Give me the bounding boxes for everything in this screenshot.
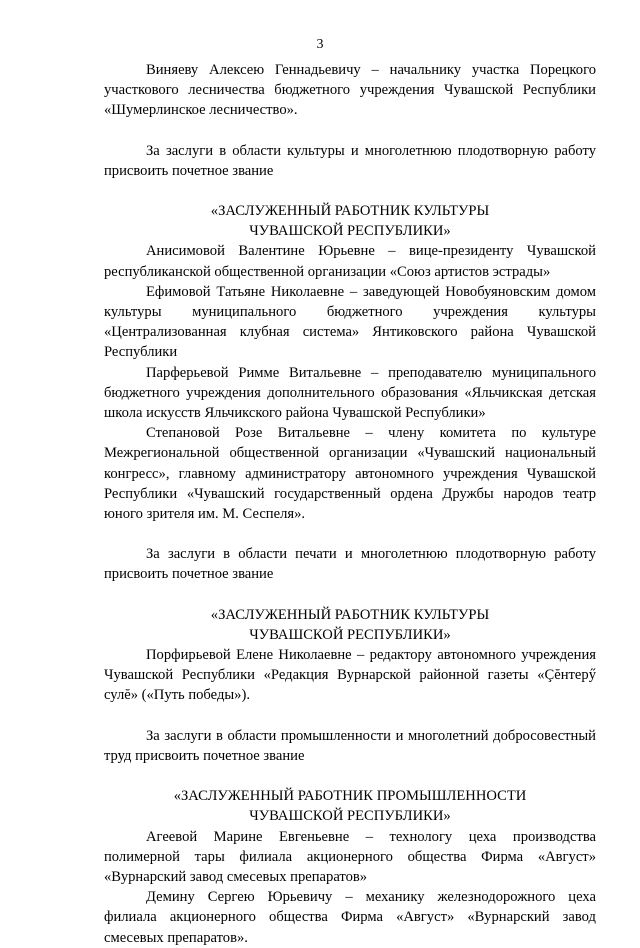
spacer [104,766,596,786]
honorary-title-line: ЧУВАШСКОЙ РЕСПУБЛИКИ» [249,626,451,643]
honorary-title-line: ЧУВАШСКОЙ РЕСПУБЛИКИ» [249,808,451,825]
award-recipient-paragraph: Парферьевой Римме Витальевне – преподавателю муниципального бюджетного учреждения дополнительного образования «Яльчикская детская школа искусств Яльчикского района Чувашской Республики» [104,364,596,422]
spacer [104,524,596,544]
award-intro-paragraph: За заслуги в области культуры и многолетнюю плодотворную работу присвоить почетное звание [104,142,596,179]
honorary-title-heading [104,201,596,241]
award-recipient-paragraph: Ефимовой Татьяне Николаевне – заведующей Новобуяновским домом культуры муниципального бюджетного учреждения культуры «Централизованная клубная система» Янтиковского района Чувашской Республики [104,283,596,361]
spacer [104,585,596,605]
honorary-title-line: «ЗАСЛУЖЕННЫЙ РАБОТНИК КУЛЬТУРЫ [210,203,490,220]
spacer [104,181,596,201]
award-intro-paragraph: За заслуги в области промышленности и многолетний добросовестный труд присвоить почетное звание [104,727,596,764]
award-recipient-paragraph: Виняеву Алексею Геннадьевичу – начальнику участка Порецкого участкового лесничества бюджетного учреждения Чувашской Республики «Шумерлинское лесничество». [104,62,596,119]
spacer [104,706,596,726]
award-recipient-paragraph: Анисимовой Валентине Юрьевне – вице-президенту Чувашской республиканской общественной организации «Союз артистов эстрады» [104,243,596,280]
spacer [104,121,596,141]
award-recipient-paragraph: Агеевой Марине Евгеньевне – технологу цеха производства полимерной тары филиала акционерного общества Фирма «Август» «Вурнарский завод смесевых препаратов» [104,828,596,885]
document-body [104,60,596,948]
honorary-title-heading [104,786,596,826]
honorary-title-heading [104,605,596,645]
award-recipient-paragraph: Демину Сергею Юрьевичу – механику железнодорожного цеха филиала акционерного общества Фирма «Август» «Вурнарский завод смесевых препаратов». [104,889,596,946]
award-intro-paragraph: За заслуги в области печати и многолетнюю плодотворную работу присвоить почетное звание [104,546,596,583]
award-recipient-paragraph: Порфирьевой Елене Николаевне – редактору автономного учреждения Чувашской Республики «Редакция Вурнарской районной газеты «Çĕнтерӳ сулĕ» («Путь победы»). [104,647,596,704]
honorary-title-line: «ЗАСЛУЖЕННЫЙ РАБОТНИК ПРОМЫШЛЕННОСТИ [173,788,527,805]
page-number: 3 [316,37,324,52]
honorary-title-line: ЧУВАШСКОЙ РЕСПУБЛИКИ» [249,223,451,240]
honorary-title-line: «ЗАСЛУЖЕННЫЙ РАБОТНИК КУЛЬТУРЫ [210,606,490,623]
award-recipient-paragraph: Степановой Розе Витальевне – члену комитета по культуре Межрегиональной общественной организации «Чувашский национальный конгресс», главному администратору автономного учреждения Чувашской Республики «Чувашский государственный ордена Дружбы народов театр юного зрителя им. М. Сеспеля». [104,425,596,523]
